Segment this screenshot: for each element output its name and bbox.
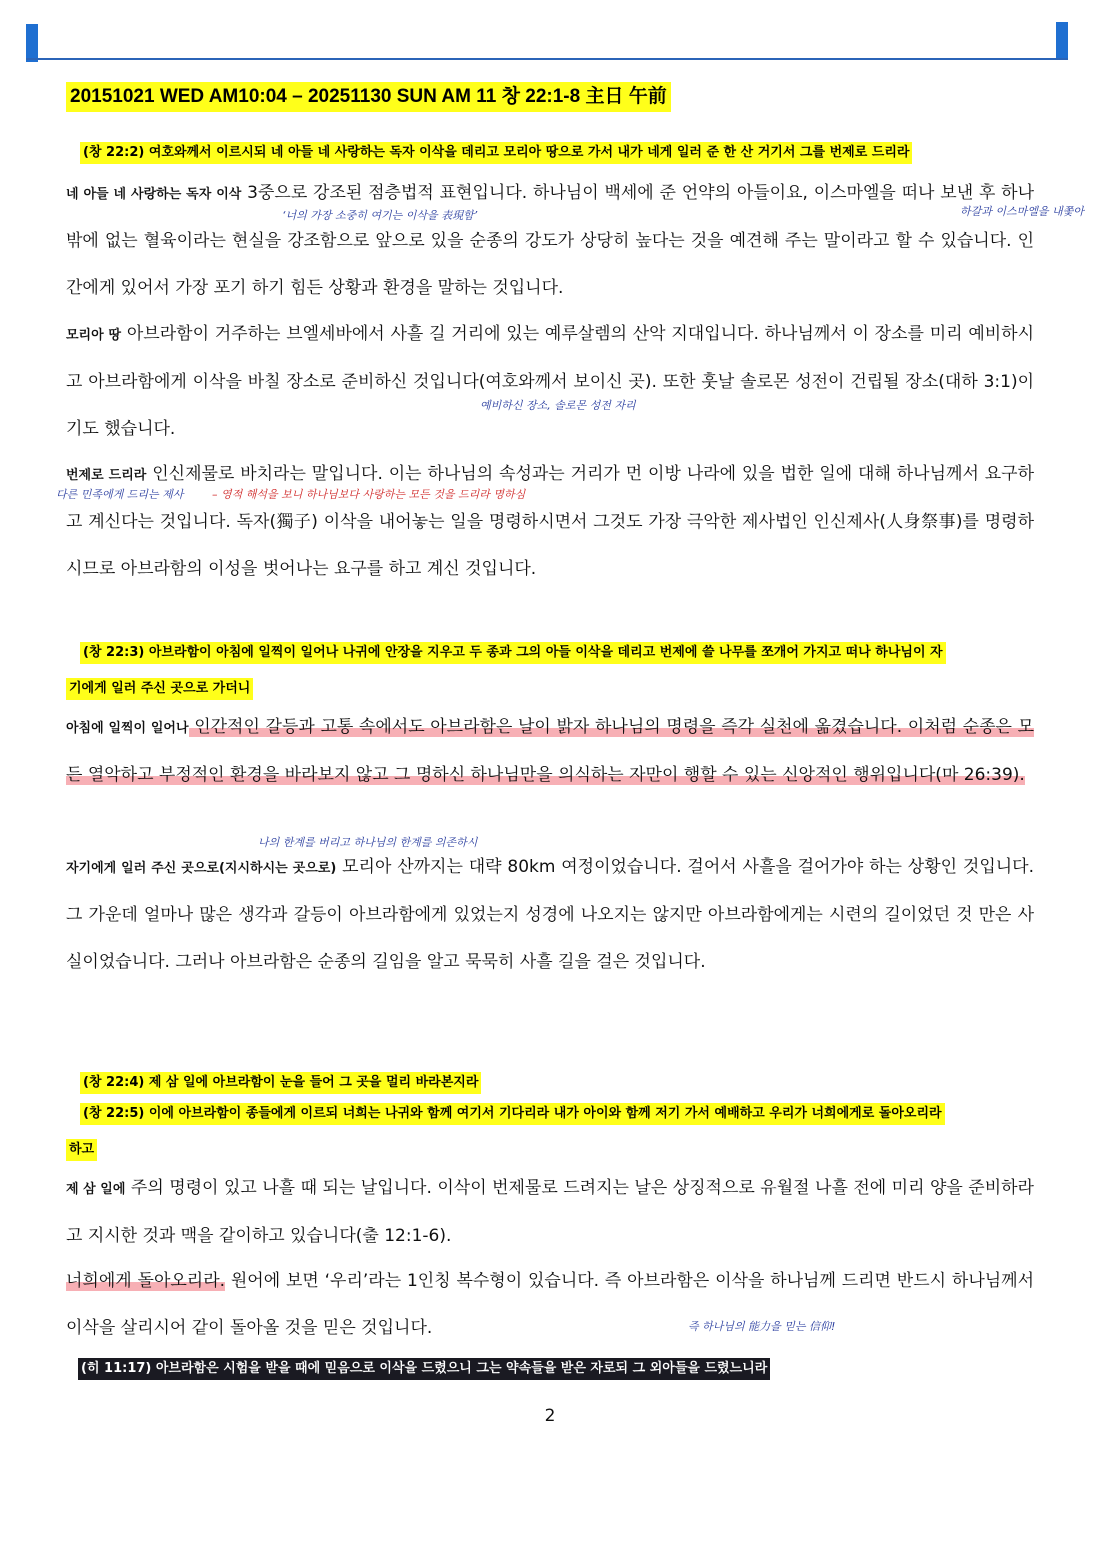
term-early-morning: 아침에 일찍이 일어나: [66, 721, 189, 736]
term-third-day: 제 삼 일에: [66, 1182, 126, 1197]
paragraph-text: 3중으로 강조된 점층법적 표현입니다. 하나님이 백세에 준 언약의 아들이요, 이스마엘을 떠나 보낸 후 하나 밖에 없는 혈육이라는 현실을 강조함으로 앞으로 있을 순종의 강도가 상당히 높다는 것을 예견해 주는 말이라고 할 수 있습니다. 인간에게 있어서 가장 포기 하기 힘든 상황과 환경을 말하는 것입니다.: [66, 183, 1035, 298]
frame-left-tab: [26, 24, 38, 62]
paragraph-text: 아브라함이 거주하는 브엘세바에서 사흘 길 거리에 있는 예루살렘의 산악 지대입니다. 하나님께서 이 장소를 미리 예비하시고 아브라함에게 이삭을 바칠 장소로 준비하신 것입니다(여호와께서 보이신 곳). 또한 훗날 솔로몬 성전이 건립될 장소(대하 3:1)이기도 했습니다.: [66, 324, 1035, 439]
term-return: 너희에게 돌아오리라.: [66, 1271, 226, 1291]
verse-gen-22-4: (창 22:4) 제 삼 일에 아브라함이 눈을 들어 그 곳을 멀리 바라본지라: [80, 1072, 481, 1094]
paragraph-burnt-offering: [66, 451, 1034, 593]
paragraph-text: 주의 명령이 있고 나흘 때 되는 날입니다. 이삭이 번제물로 드려지는 날은 상징적으로 유월절 나흘 전에 미리 양을 준비하라고 지시한 것과 맥을 같이하고 있습니다(출 12:1-6).: [66, 1178, 1034, 1246]
frame-top-rule: [26, 58, 1068, 60]
handwritten-note-5: – 영적 해석을 보니 하나님보다 사랑하는 모든 것을 드리라 명하심: [212, 488, 526, 501]
paragraph-text: 인간적인 갈등과 고통 속에서도 아브라함은 날이 밝자 하나님의 명령을 즉각 실천에 옮겼습니다. 이처럼 순종은 모든 열악하고 부정적인 환경을 바라보지 않고 그 명하신 하나님만을 의식하는 자만이 행할 수 있는 신앙적인 행위입니다(마 26:39).: [66, 717, 1035, 785]
paragraph-appointed-place: [66, 844, 1034, 986]
verse-heb-11-17: (히 11:17) 아브라함은 시험을 받을 때에 믿음으로 이삭을 드렸으니 그는 약속들을 받은 자로되 그 외아들을 드렸느니라: [78, 1358, 770, 1380]
handwritten-note-4: 다른 민족에게 드리는 제사: [56, 488, 184, 501]
frame-right-tab: [1056, 22, 1068, 60]
paragraph-text: 원어에 보면 ‘우리’라는 1인칭 복수형이 있습니다. 즉 아브라함은 이삭을 하나님께 드리면 반드시 하나님께서 이삭을 살리시어 같이 돌아올 것을 믿은 것입니다.: [66, 1271, 1035, 1338]
paragraph-only-son: [66, 170, 1034, 312]
verse-gen-22-3-line2: 기에게 일러 주신 곳으로 가더니: [66, 678, 253, 700]
page-number: 2: [544, 1406, 556, 1426]
paragraph-text: 모리아 산까지는 대략 80km 여정이었습니다. 걸어서 사흘을 걸어가야 하는 상황인 것입니다. 그 가운데 얼마나 많은 생각과 갈등이 아브라함에게 있었는지 성경에 나오지는 않지만 아브라함에게는 시련의 길이었던 것 만은 사실이었습니다. 그러나 아브라함은 순종의 길임을 알고 묵묵히 사흘 길을 걸은 것입니다.: [66, 857, 1034, 972]
verse-gen-22-2: (창 22:2) 여호와께서 이르시되 네 아들 네 사랑하는 독자 이삭을 데리고 모리아 땅으로 가서 내가 네게 일러 준 한 산 거기서 그를 번제로 드리라: [80, 142, 912, 164]
paragraph-third-day: [66, 1165, 1034, 1260]
handwritten-note-2: 하갈과 이스마엘을 내쫓아: [960, 205, 1084, 218]
handwritten-note-7: 즉 하나님의 能力을 믿는 信仰!: [688, 1320, 836, 1333]
verse-gen-22-5-line2: 하고: [66, 1139, 97, 1161]
paragraph-text: 인신제물로 바치라는 말입니다. 이는 하나님의 속성과는 거리가 먼 이방 나라에 있을 법한 일에 대해 하나님께서 요구하고 계신다는 것입니다. 독자(獨子) 이삭을 내어놓는 일을 명령하시면서 그것도 가장 극악한 제사법인 인신제사(人身祭事)를 명령하시므로 아브라함의 이성을 벗어나는 요구를 하고 계신 것입니다.: [66, 464, 1035, 579]
term-burnt-offering: 번제로 드리라: [66, 468, 147, 483]
verse-gen-22-5-line1: (창 22:5) 이에 아브라함이 종들에게 이르되 너희는 나귀와 함께 여기서 기다리라 내가 아이와 함께 저기 가서 예배하고 우리가 너희에게로 돌아오리라: [80, 1103, 945, 1125]
verse-gen-22-3-line1: (창 22:3) 아브라함이 아침에 일찍이 일어나 나귀에 안장을 지우고 두 종과 그의 아들 이삭을 데리고 번제에 쓸 나무를 쪼개어 가지고 떠나 하나님이 자: [80, 642, 946, 664]
handwritten-note-6: 나의 한계를 버리고 하나님의 한계를 의존하시: [258, 836, 478, 849]
paragraph-return: [66, 1258, 1034, 1352]
handwritten-note-3: 예비하신 장소, 솔로몬 성전 자리: [480, 399, 636, 412]
paragraph-early-morning: [66, 704, 1034, 799]
document-header: 20151021 WED AM10:04 – 20251130 SUN AM 11 창 22:1-8 主日 午前: [66, 82, 671, 112]
term-moriah: 모리아 땅: [66, 328, 122, 343]
term-only-son: 네 아들 네 사랑하는 독자 이삭: [66, 187, 242, 202]
handwritten-note-1: ‘너의 가장 소중히 여기는 이삭을 表現함’: [282, 209, 478, 222]
term-appointed-place: 자기에게 일러 주신 곳으로(지시하시는 곳으로): [66, 861, 337, 876]
paragraph-moriah: [66, 311, 1034, 453]
